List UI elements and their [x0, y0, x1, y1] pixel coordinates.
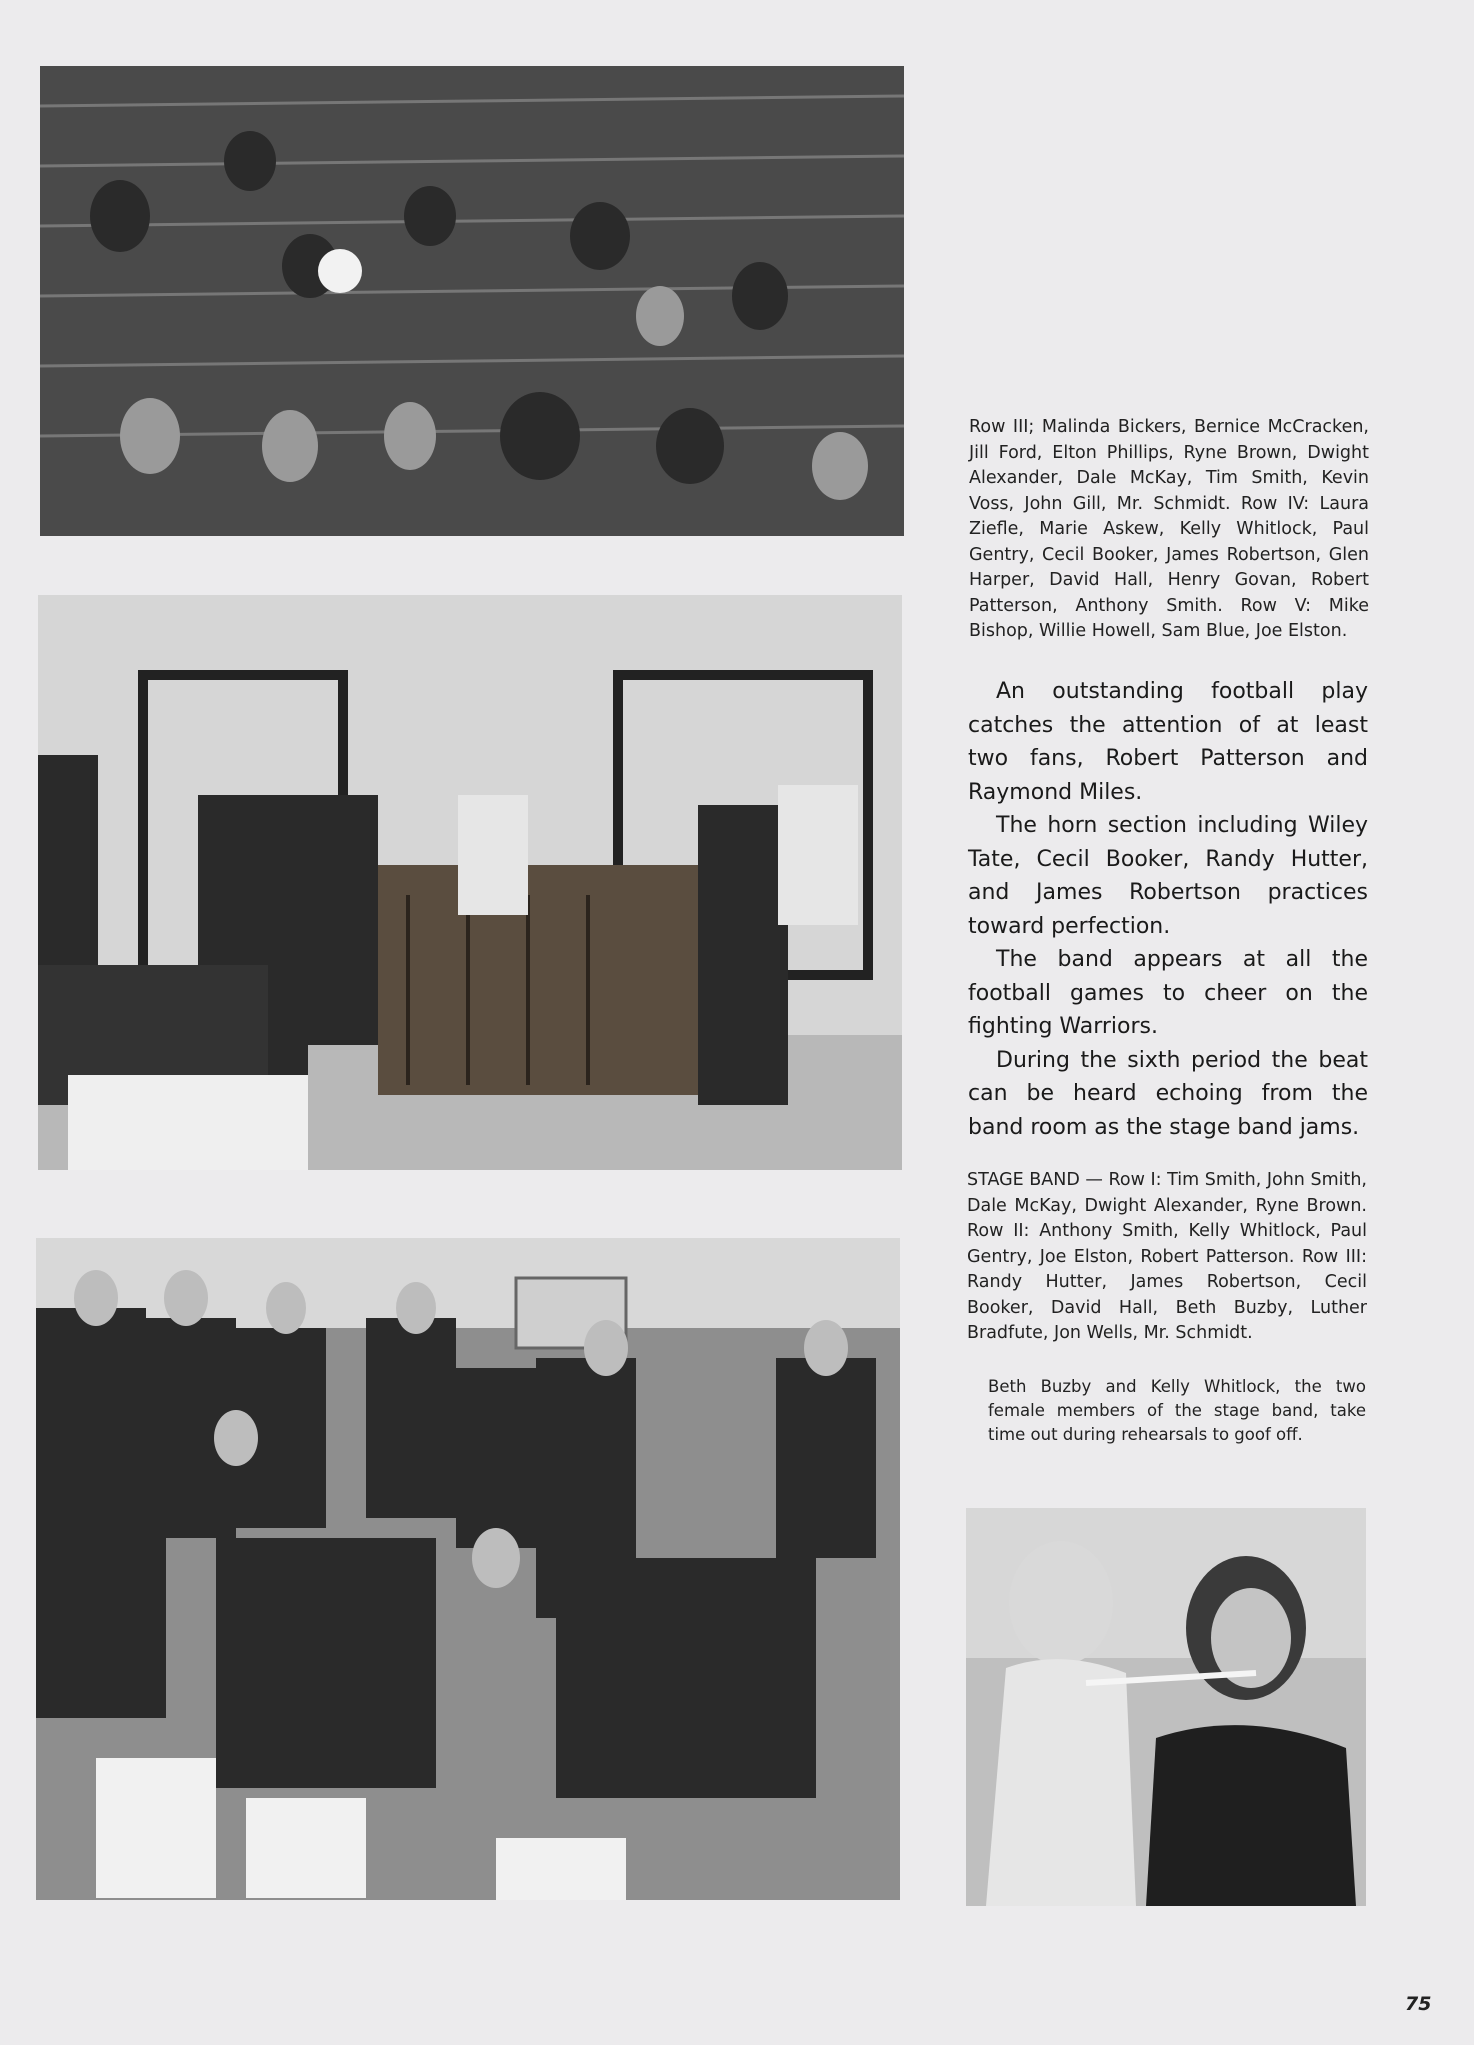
- stage-band-photo-art: [36, 1238, 900, 1900]
- photo-horn-section-piano: [38, 595, 902, 1170]
- body-paragraph-2: The horn section including Wiley Tate, Cecil Booker, Randy Hutter, and James Robertson practices toward perfection.: [968, 813, 1368, 939]
- photo-two-female-members: [966, 1508, 1366, 1906]
- photo-band-in-bleachers: [40, 66, 904, 536]
- female-members-photo-art: [966, 1508, 1366, 1906]
- caption-stage-band: STAGE BAND — Row I: Tim Smith, John Smith, Dale McKay, Dwight Alexander, Ryne Brown. Row II: Anthony Smith, Kelly Whitlock, Paul Gentry, Joe Elston, Robert Patterson. Row III: Randy Hutter, James Robertson, Cecil Booker, David Hall, Beth Buzby, Luther Bradfute, Jon Wells, Mr. Schmidt.: [967, 1170, 1367, 1343]
- body-text: [968, 675, 1368, 1144]
- caption-row-listing: Row III; Malinda Bickers, Bernice McCracken, Jill Ford, Elton Phillips, Ryne Brown, Dwight Alexander, Dale McKay, Tim Smith, Kevin Voss, John Gill, Mr. Schmidt. Row IV: Laura Ziefle, Marie Askew, Kelly Whitlock, Paul Gentry, Cecil Booker, James Robertson, Glen Harper, David Hall, Henry Govan, Robert Patterson, Anthony Smith. Row V: Mike Bishop, Willie Howell, Sam Blue, Joe Elston.: [969, 417, 1369, 641]
- body-paragraph-3: The band appears at all the football games to cheer on the fighting Warriors.: [968, 947, 1368, 1039]
- body-paragraph-4: During the sixth period the beat can be heard echoing from the band room as the stage band jams.: [968, 1047, 1368, 1140]
- photo-stage-band-group: [36, 1238, 900, 1900]
- body-paragraph-1: An outstanding football play catches the attention of at least two fans, Robert Patterson and Raymond Miles.: [968, 679, 1368, 805]
- bleachers-photo-art: [40, 66, 904, 536]
- piano-photo-art: [38, 595, 902, 1170]
- page-number: 75: [1405, 1993, 1432, 2015]
- caption-female-members: Beth Buzby and Kelly Whitlock, the two female members of the stage band, take time out during rehearsals to goof off.: [988, 1377, 1366, 1444]
